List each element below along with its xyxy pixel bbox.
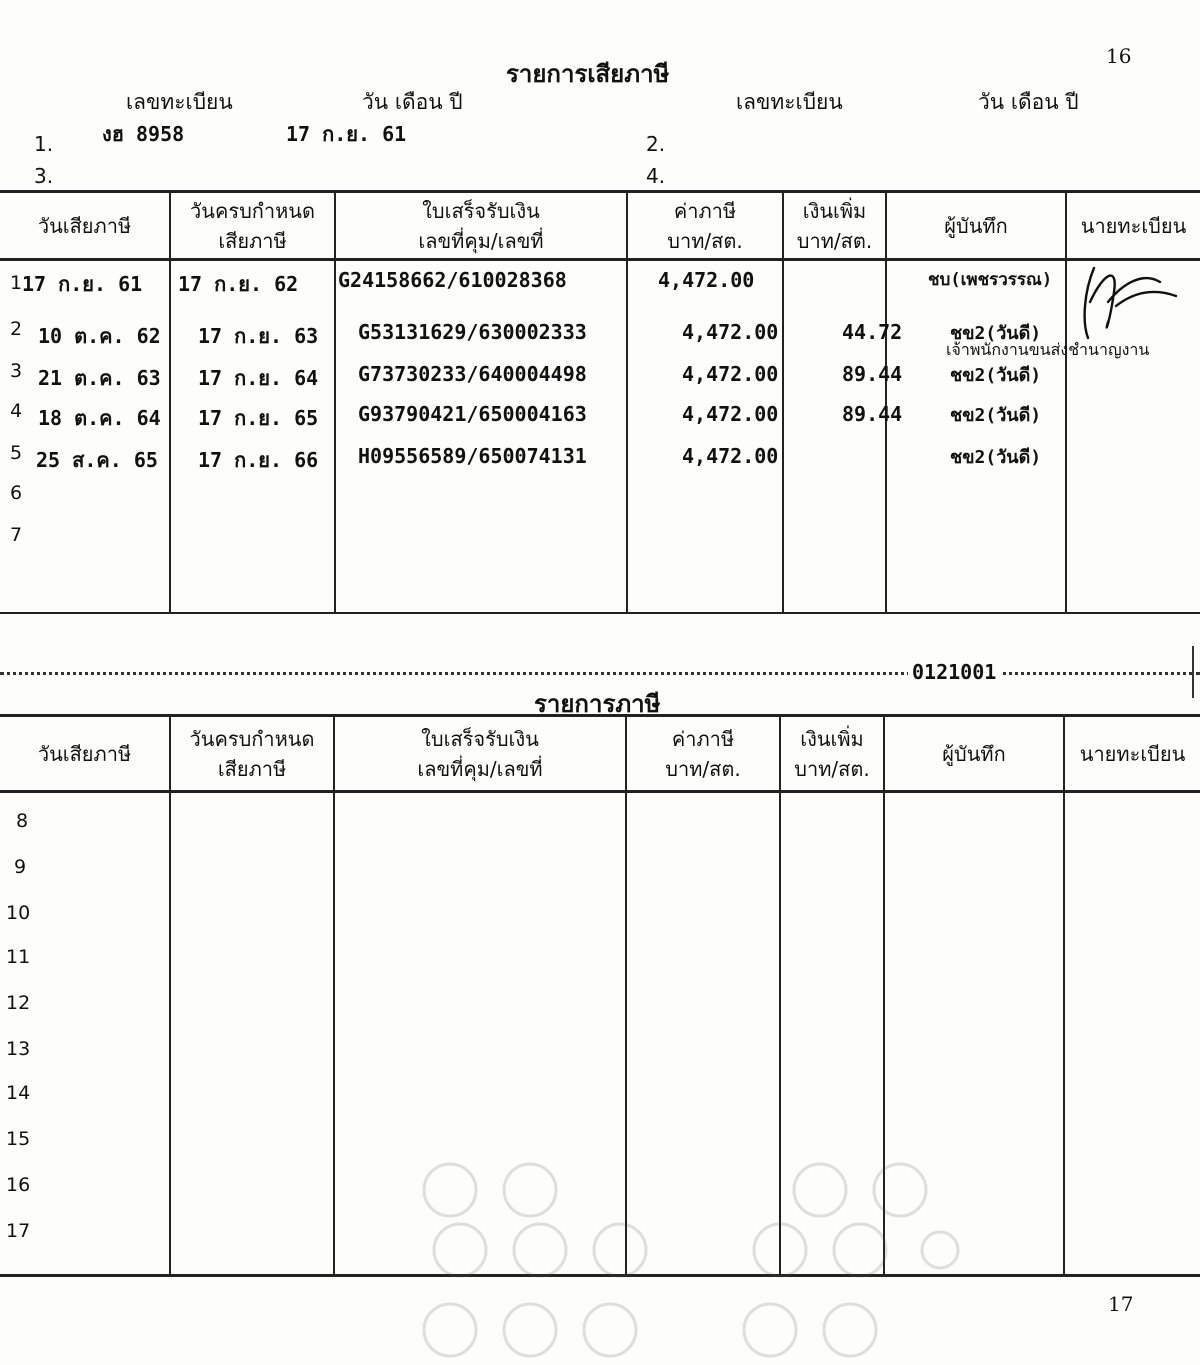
row-number: 15	[6, 1128, 31, 1150]
page-number-bottom: 17	[1108, 1292, 1134, 1316]
row-number: 13	[6, 1038, 31, 1060]
entry-num-4: 4.	[646, 164, 666, 188]
date-header-right: วัน เดือน ปี	[978, 90, 1079, 114]
row-number: 6	[10, 482, 23, 504]
row-due-date: 17 ก.ย. 63	[198, 324, 319, 348]
row-number: 16	[6, 1174, 31, 1196]
body-col-3	[335, 260, 627, 612]
body-col-6	[886, 260, 1066, 612]
row-number: 17	[6, 1220, 31, 1242]
col-registrar: นายทะเบียน	[1064, 716, 1200, 792]
section2-title: รายการภาษี	[534, 690, 661, 718]
row-due-date: 17 ก.ย. 62	[178, 272, 299, 296]
row-tax-date: 18 ต.ค. 64	[38, 406, 161, 430]
page-number-top: 16	[1106, 44, 1132, 68]
row-tax-date: 17 ก.ย. 61	[22, 272, 143, 296]
entry-num-3: 3.	[34, 164, 54, 188]
row-extra: 44.72	[842, 320, 903, 344]
row-number: 9	[14, 856, 27, 878]
entry-num-2: 2.	[646, 132, 666, 156]
divider-edge	[1192, 646, 1194, 698]
body-col-7	[1064, 792, 1200, 1276]
row-number: 10	[6, 902, 31, 924]
row-number: 4	[10, 400, 23, 422]
row-tax-amount: 4,472.00	[682, 402, 779, 426]
row-tax-date: 10 ต.ค. 62	[38, 324, 161, 348]
row-number: 2	[10, 318, 23, 340]
col-extra: เงินเพิ่ม บาท/สต.	[780, 716, 884, 792]
reg-header-right: เลขทะเบียน	[736, 90, 843, 114]
row-number: 8	[16, 810, 29, 832]
entry-num-1: 1.	[34, 132, 54, 156]
row-recorder: ชข2(วันดี)	[950, 323, 1042, 344]
col-receipt: ใบเสร็จรับเงิน เลขที่คุม/เลขที่	[335, 192, 627, 260]
body-col-5	[783, 260, 886, 612]
row-due-date: 17 ก.ย. 64	[198, 366, 319, 390]
row-recorder: ชข2(วันดี)	[950, 365, 1042, 386]
row-number: 11	[6, 946, 31, 968]
col-tax-date: วันเสียภาษี	[37, 213, 132, 238]
row-number: 12	[6, 992, 31, 1014]
row-receipt: G93790421/650004163	[358, 402, 587, 426]
row-receipt: H09556589/650074131	[358, 444, 587, 468]
body-col-1	[0, 260, 170, 612]
col-receipt: ใบเสร็จรับเงิน เลขที่คุม/เลขที่	[334, 716, 626, 792]
row-receipt: G73730233/640004498	[358, 362, 587, 386]
signature	[1064, 262, 1194, 342]
col-tax-date: วันเสียภาษี	[37, 741, 132, 766]
watermark-emblems	[420, 1160, 960, 1364]
section1-title: รายการเสียภาษี	[506, 60, 670, 88]
row-due-date: 17 ก.ย. 65	[198, 406, 319, 430]
reg-header-left: เลขทะเบียน	[126, 90, 233, 114]
date-header-left: วัน เดือน ปี	[362, 90, 463, 114]
row-tax-amount: 4,472.00	[682, 444, 779, 468]
row-tax-amount: 4,472.00	[682, 320, 779, 344]
col-recorder: ผู้บันทึก	[886, 192, 1066, 260]
entry-plate-1: งฮ 8958	[102, 122, 185, 146]
body-col-4	[627, 260, 783, 612]
entry-date-1: 17 ก.ย. 61	[286, 122, 407, 146]
col-recorder: ผู้บันทึก	[884, 716, 1064, 792]
row-receipt: G53131629/630002333	[358, 320, 587, 344]
row-recorder: ชข2(วันดี)	[950, 405, 1042, 426]
col-due-date: วันครบกำหนด เสียภาษี	[170, 716, 334, 792]
row-tax-date: 25 ส.ค. 65	[36, 448, 158, 472]
row-extra: 89.44	[842, 362, 903, 386]
row-number: 5	[10, 442, 23, 464]
body-col-2	[170, 260, 335, 612]
divider-code: 0121001	[908, 660, 1000, 684]
table1-bottom-border	[0, 612, 1200, 614]
row-number: 3	[10, 360, 23, 382]
col-tax-amount: ค่าภาษี บาท/สต.	[626, 716, 780, 792]
row-tax-date: 21 ต.ค. 63	[38, 366, 161, 390]
row-number: 7	[10, 524, 23, 546]
signature-caption: เจ้าพนักงานขนส่งชำนาญงาน	[946, 340, 1150, 359]
row-number: 14	[6, 1082, 31, 1104]
col-registrar: นายทะเบียน	[1066, 192, 1200, 260]
col-tax-amount: ค่าภาษี บาท/สต.	[627, 192, 783, 260]
row-recorder: ชข2(วันดี)	[950, 447, 1042, 468]
row-tax-amount: 4,472.00	[658, 268, 755, 292]
row-number: 1	[10, 272, 23, 294]
row-extra: 89.44	[842, 402, 903, 426]
row-tax-amount: 4,472.00	[682, 362, 779, 386]
col-due-date: วันครบกำหนด เสียภาษี	[170, 192, 335, 260]
row-receipt: G24158662/610028368	[338, 268, 567, 292]
body-col-2	[170, 792, 334, 1276]
row-due-date: 17 ก.ย. 66	[198, 448, 319, 472]
col-extra: เงินเพิ่ม บาท/สต.	[783, 192, 886, 260]
row-recorder: ชบ(เพชรวรรณ)	[928, 270, 1053, 290]
